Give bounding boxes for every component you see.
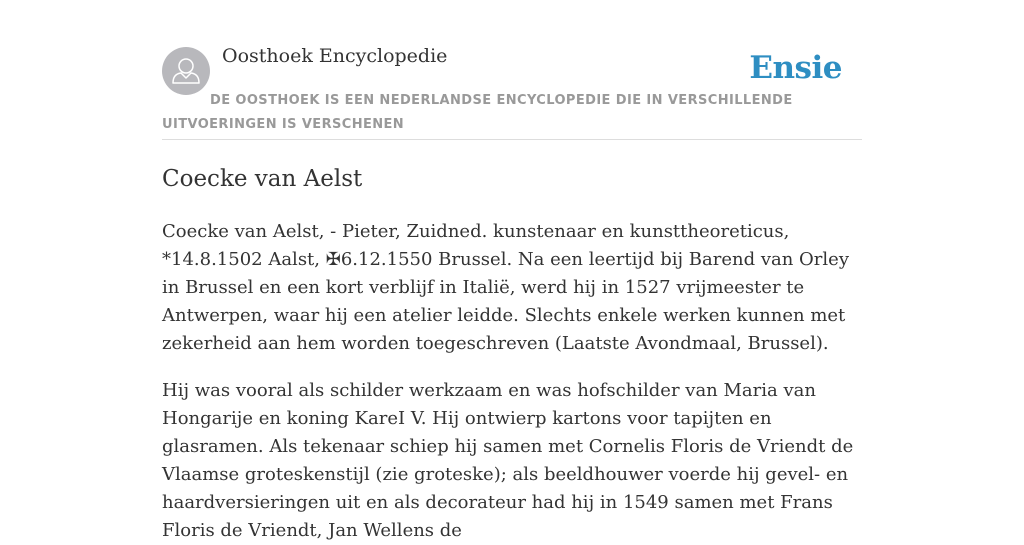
page-container xyxy=(162,0,862,541)
publication-name[interactable]: Oosthoek Encyclopedie xyxy=(222,45,448,67)
user-icon-graphic xyxy=(162,47,210,95)
user-icon[interactable] xyxy=(162,47,210,95)
article-paragraph: Hij was vooral als schilder werkzaam en was hofschilder van Maria van Hongarije en koning KareI V. Hij ontwierp kartons voor tapijten en glasramen. Als tekenaar schiep hij samen met Cornelis Floris de Vriendt de Vlaamse groteskenstijl (zie groteske); als beeldhouwer voerde hij gevel- en haardversieringen uit en als decorateur had hij in 1549 samen met Frans Floris de Vriendt, Jan Wellens de xyxy=(162,380,854,541)
publication-tagline: DE OOSTHOEK IS EEN NEDERLANDSE ENCYCLOPEDIE DIE IN VERSCHILLENDE UITVOERINGEN IS VERSCHENEN xyxy=(162,93,793,132)
article-title: Coecke van Aelst xyxy=(162,166,363,192)
brand-logo[interactable]: Ensie xyxy=(749,50,842,86)
header xyxy=(162,0,862,140)
article-paragraph: Coecke van Aelst, - Pieter, Zuidned. kunstenaar en kunsttheoreticus, *14.8.1502 Aalst, ✠6.12.1550 Brussel. Na een leertijd bij Barend van Orley in Brussel en een kort verblijf in Italië, werd hij in 1527 vrijmeester te Antwerpen, waar hij een atelier leidde. Slechts enkele werken kunnen met zekerheid aan hem worden toegeschreven (Laatste Avondmaal, Brussel). xyxy=(162,221,849,354)
